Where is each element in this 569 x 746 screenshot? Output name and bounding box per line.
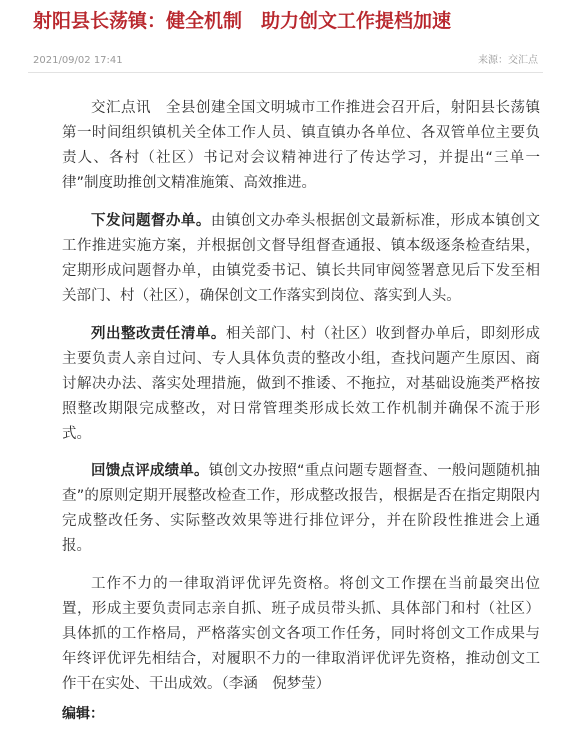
paragraph-rectification-list [62, 322, 540, 447]
article-source: 来源：交汇点 [478, 55, 538, 66]
publish-date: 2021/09/02 17:41 [33, 55, 123, 66]
title-divider [28, 72, 543, 73]
paragraph-feedback-report [62, 459, 540, 559]
paragraph-text: 工作不力的一律取消评优评先资格。将创文工作摆在当前最突出位置，形成主要负责同志亲自抓、班子成员带头抓、具体部门和村（社区）具体抓的工作格局，严格落实创文各项工作任务，同时将创文工作成果与年终评优评先相结合，对履职不力的一律取消评优评先资格，推动创文工作干在实处、干出成效。（李涵 倪梦莹） [62, 576, 540, 692]
article-meta [33, 52, 538, 70]
editor-label: 编辑： [62, 706, 104, 722]
paragraph-text: 相关部门、村（社区）收到督办单后，即刻形成主要负责人亲自过问、专人具体负责的整改小组，查找问题产生原因、商讨解决办法、落实处理措施，做到不推诿、不拖拉，对基础设施类严格按照整改期限完成整改，对日常管理类形成长效工作机制并确保不流于形式。 [62, 326, 541, 442]
paragraph-supervision-list [62, 209, 540, 309]
paragraph-text: 由镇创文办牵头根据创文最新标准，形成本镇创文工作推进实施方案，并根据创文督导组督查通报、镇本级逐条检查结果，定期形成问题督办单，由镇党委书记、镇长共同审阅签署意见后下发至相关部门、村（社区），确保创文工作落实到岗位、落实到人头。 [62, 213, 541, 304]
paragraph-lead: 列出整改责任清单。 [91, 326, 226, 342]
paragraph-text: 镇创文办按照“重点问题专题督查、一般问题随机抽查”的原则定期开展整改检查工作，形成整改报告，根据是否在指定期限内完成整改任务、实际整改效果等进行排位评分，并在阶段性推进会上通报。 [62, 463, 540, 554]
paragraph-conclusion [62, 572, 540, 697]
paragraph-lead: 下发问题督办单。 [91, 213, 211, 229]
article-title: 射阳县长荡镇：健全机制 助力创文工作提档加速 [33, 10, 452, 32]
paragraph-intro [62, 96, 540, 196]
paragraph-lead: 回馈点评成绩单。 [91, 463, 209, 479]
paragraph-text: 交汇点讯 全县创建全国文明城市工作推进会召开后，射阳县长荡镇第一时间组织镇机关全体工作人员、镇直镇办各单位、各双管单位主要负责人、各村（社区）书记对会议精神进行了传达学习，并提出“三单一律”制度助推创文精准施策、高效推进。 [62, 100, 540, 191]
